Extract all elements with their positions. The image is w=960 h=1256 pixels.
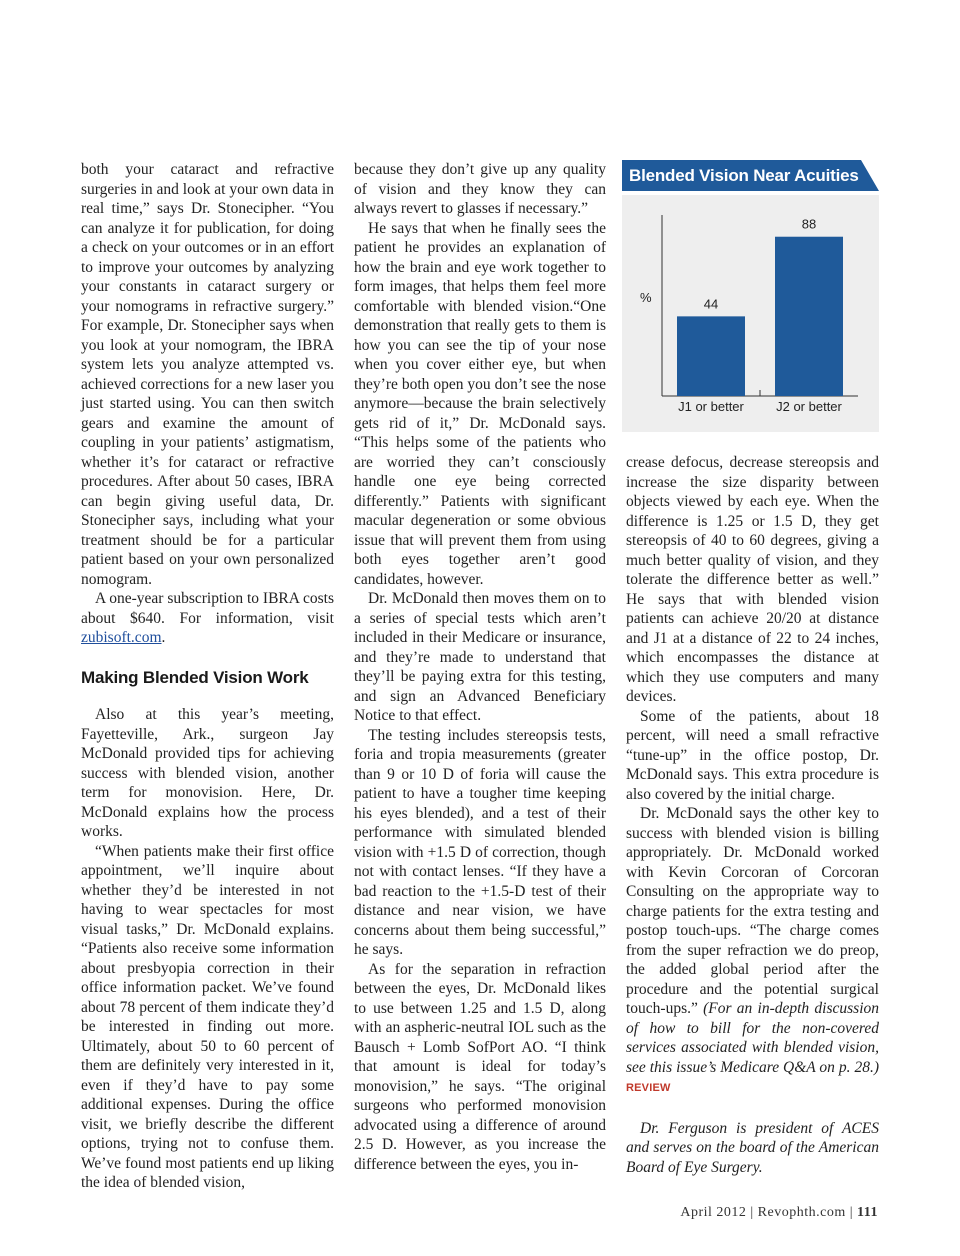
paragraph: because they don’t give up any quality of vision and they know they can always revert to glasses if necessary.” [354,161,606,217]
footer-issue: April 2012 | Revophth.com | [680,1205,858,1220]
paragraph: “When patients make their first office appointment, we’ll inquire about whether they’d be interested in not having to wear spectacles for most visual tasks,” Dr. McDonald explains. “Patients also receive some information about presbyopia correction in their office information packet. We’ve found about 78 percent of them indicate they’d be interested in finding out more. Ultimately, about 50 to 60 percent of them are definitely very interested in it, even if they’d have to pay some additional expenses. During the office visit, we briefly describe the different options, trying not to confuse them. We’ve found most patients end up liking the idea of blended vision, [81,842,334,1191]
article-column-1 [81,160,334,1193]
bar-2 [775,237,843,396]
billing-reference: (For an in-depth discussion of how to bill for the non-covered services associated with blended vision, see this issue’s Medicare Q&A on p. 28.) [626,1000,879,1076]
chart-panel [622,195,879,432]
y-axis-label: % [640,290,652,305]
data-label-1: 44 [703,296,719,312]
paragraph: Some of the patients, about 18 percent, will need a small refractive “tune-up” in the office postop, Dr. McDonald says. This extra procedure is also covered by the initial charge. [626,707,879,803]
author-bio: Dr. Ferguson is president of ACES and serves on the board of the American Board of Eye Surgery. [626,1119,879,1176]
bar-1 [677,316,745,396]
category-label-2: J2 or better [776,399,842,414]
paragraph: crease defocus, decrease stereopsis and increase the size disparity between objects viewed by each eye. When the difference is 1.25 or 1.5 D, they get stereopsis of 40 to 60 degrees, giving a much better quality of vision, and they tolerate the difference better as well.” He says that with blended vision patients can achieve 20/20 at distance and J1 at a distance of 22 to 24 inches, which encompasses the distance at which they use computers and many devices. [626,454,879,705]
paragraph: Dr. McDonald then moves them on to a series of special tests which aren’t included in their Medicare or insurance, and they’re made to understand that they’ll be paying extra for this testing, and sign an Advanced Beneficiary Notice to that effect. [354,590,606,724]
paragraph: He says that when he finally sees the patient he provides an explanation of how the brain and eye work together to form images, that helps them feel more comfortable with blended vision.“One demonstration that really gets to them is how you can see the tip of your nose when you cover either eye, but when they’re both open you don’t see the nose anymore—because the brain selectively gets rid of it,” Dr. McDonald says. “This helps some of the patients who are worried they can’t consciously handle one eye being corrected differently.” Patients with significant macular degeneration or some obvious issue that will prevent them from using both eyes together aren’t good candidates, however. [354,219,606,588]
chart-svg [622,195,879,432]
article-column-2 [354,160,606,1174]
section-heading: Making Blended Vision Work [81,667,309,687]
paragraph-end: . [161,629,166,646]
page-number: 111 [857,1205,878,1220]
paragraph [626,804,879,1099]
paragraph-text: Dr. McDonald says the other key to success with blended vision is billing appropriately. Dr. McDonald worked with Kevin Corcoran of Corcoran Consulting on the appropriate way to charge patients for the extra testing and postop touch-ups. “The charge comes from the super refraction we do preop, the added global period after the procedure and the potential surgical touch-ups.” [626,805,879,1017]
paragraph: both your cataract and refractive surgeries in and look at your own data in real time,” says Dr. Stonecipher. “You can analyze it for publication, for doing a check on your outcomes or in an effort to improve your outcomes by analyzing your constants in cataract surgery or your nomograms in refractive surgery.” For example, Dr. Stonecipher says when you look at your nomogram, the IBRA system lets you analyze attempted vs. achieved corrections for a new laser you just started using. You can then switch gears and examine the amount of coupling in your patients’ astigmatism, whether it’s for cataract or refractive procedures. After about 50 cases, IBRA can begin giving useful data, Dr. Stonecipher says, including what your treatment should be for a particular patient based on your own personalized nomogram. [81,161,334,588]
category-label-1: J1 or better [678,399,744,414]
paragraph: The testing includes stereopsis tests, foria and tropia measurements (greater than 9 or 10 D of foria will cause the patient to have a tougher time keeping his eyes blended), and a test of their performance with simulated blended vision with +1.5 D of correction, though not with contact lenses. “If they have a bad reaction to the +1.5-D test of their distance and near vision, we have concerns about them being successful,” he says. [354,726,606,958]
data-label-2: 88 [801,216,817,232]
chart-title-corner [861,160,879,191]
page-footer [680,1205,878,1221]
article-column-3 [626,453,879,1177]
chart-title: Blended Vision Near Acuities [622,160,879,191]
paragraph-text: A one-year subscription to IBRA costs about $640. For information, visit [81,590,334,627]
paragraph [81,589,334,648]
review-end-mark: REVIEW [626,1082,671,1094]
chart-sidebar [622,160,879,432]
paragraph: As for the separation in refraction between the eyes, Dr. McDonald likes to use between 1.25 and 1.5 D, along with an aspheric-neutral IOL such as the Bausch + Lomb SofPort AO. “I think that amount is ideal for today’s monovision,” he says. “The original surgeons who performed monovision advocated using a difference of around 2.5 D. However, as you increase the difference between the eyes, you in- [354,960,606,1173]
zubisoft-link[interactable]: zubisoft.com [81,629,162,646]
paragraph: Also at this year’s meeting, Fayetteville, Ark., surgeon Jay McDonald provided tips for achieving success with blended vision, another term for monovision. Here, Dr. McDonald explains how the process works. [81,706,334,840]
